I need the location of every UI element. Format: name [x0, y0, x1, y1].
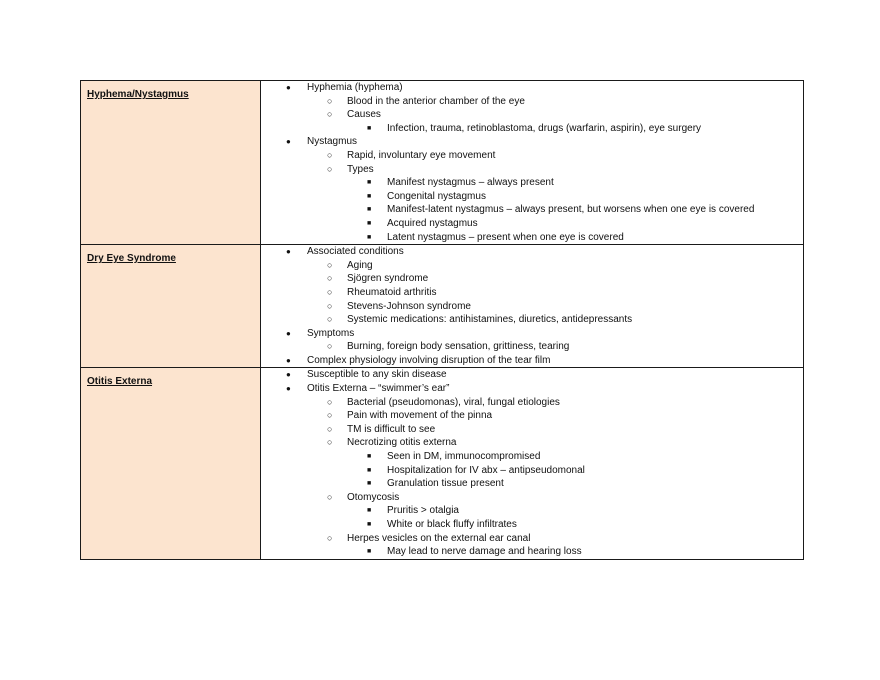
topic-cell	[81, 245, 261, 368]
list-item-text: White or black fluffy infiltrates	[387, 519, 517, 530]
list-item-text: Pain with movement of the pinna	[347, 410, 493, 422]
bullet-icon: ○	[327, 109, 333, 120]
bullet-icon: ○	[327, 259, 333, 270]
bullet-icon: ●	[286, 355, 291, 365]
list-item	[261, 163, 803, 177]
bullet-icon: ■	[367, 233, 372, 241]
list-item-text: Otitis Externa – “swimmer’s ear”	[307, 383, 450, 395]
list-item	[261, 135, 803, 149]
bullet-icon: ■	[367, 466, 372, 474]
bullet-icon: ●	[286, 328, 291, 338]
bullet-icon: ■	[367, 192, 372, 200]
bullet-icon: ■	[367, 548, 372, 556]
bullet-icon: ■	[367, 179, 372, 187]
list-item	[261, 176, 803, 190]
bullet-icon: ○	[327, 396, 333, 407]
list-item-text: Susceptible to any skin disease	[307, 369, 447, 381]
list-item	[261, 245, 803, 259]
list-item-text: Hyphemia (hyphema)	[307, 82, 403, 93]
topic-title: Dry Eye Syndrome	[87, 253, 176, 265]
notes-cell	[261, 368, 804, 559]
list-item	[261, 190, 803, 204]
list-item-text: Latent nystagmus – present when one eye is covered	[387, 231, 624, 243]
list-item-text: Nystagmus	[307, 136, 358, 148]
list-item-text: Burning, foreign body sensation, grittiness, tearing	[347, 341, 570, 353]
list-item	[261, 354, 803, 368]
bullet-icon: ●	[286, 137, 291, 147]
table-row	[81, 81, 804, 245]
topic-title: Otitis Externa	[87, 376, 153, 388]
list-item	[261, 423, 803, 437]
list-item-text: Manifest nystagmus – always present	[387, 177, 554, 189]
notes-table-body	[81, 81, 804, 560]
list-item-text: Manifest-latent nystagmus – always present, but worsens when one eye is covered	[387, 204, 755, 216]
list-item	[261, 272, 803, 286]
bullet-icon: ○	[327, 532, 333, 543]
list-item-text: Pruritis > otalgia	[387, 505, 459, 517]
notes-cell	[261, 245, 804, 368]
list-item	[261, 81, 803, 95]
list-item-text: Otomycosis	[347, 491, 400, 503]
bullet-icon: ■	[367, 453, 372, 461]
list-item-text: Seen in DM, immunocompromised	[387, 451, 541, 463]
list-item-text: Congenital nystagmus	[387, 190, 486, 202]
bullet-icon: ○	[327, 286, 333, 297]
bullet-icon: ○	[327, 491, 333, 502]
list-item-text: Rheumatoid arthritis	[347, 286, 437, 298]
list-item	[261, 259, 803, 273]
bullet-icon: ■	[367, 480, 372, 488]
list-item-text: TM is difficult to see	[347, 423, 436, 435]
list-item	[261, 450, 803, 464]
table-row	[81, 368, 804, 559]
bullet-icon: ■	[367, 521, 372, 528]
list-item-text: Systemic medications: antihistamines, diuretics, antidepressants	[347, 314, 633, 326]
list-item	[261, 409, 803, 423]
list-item-text: Necrotizing otitis externa	[347, 437, 457, 449]
list-item	[261, 368, 803, 382]
bullet-icon: ■	[367, 507, 372, 515]
bullet-icon: ○	[327, 149, 333, 160]
bullet-icon: ○	[327, 341, 333, 352]
list-item	[261, 491, 803, 505]
list-item	[261, 313, 803, 327]
list-item	[261, 327, 803, 341]
bullet-icon: ■	[367, 206, 372, 214]
list-item-text: Aging	[347, 259, 373, 271]
bullet-icon: ○	[327, 423, 333, 434]
list-item	[261, 436, 803, 450]
notes-cell	[261, 81, 804, 245]
list-item	[261, 122, 803, 136]
list-item-text: Granulation tissue present	[387, 478, 504, 490]
notes-table	[80, 80, 804, 560]
bullet-icon: ●	[286, 247, 291, 257]
list-item-text: May lead to nerve damage and hearing loss	[387, 546, 582, 558]
list-item-text: Complex physiology involving disruption of the tear film	[307, 354, 551, 366]
bullet-icon: ●	[286, 370, 291, 380]
list-item-text: Types	[347, 163, 374, 175]
list-item	[261, 300, 803, 314]
list-item-text: Hospitalization for IV abx – antipseudomonal	[387, 464, 585, 476]
list-item-text: Causes	[347, 109, 381, 121]
list-item	[261, 396, 803, 410]
list-item	[261, 532, 803, 546]
bullet-icon: ○	[327, 437, 333, 448]
list-item	[261, 149, 803, 163]
list-item	[261, 477, 803, 491]
bullet-icon: ■	[367, 219, 372, 227]
bullet-icon: ○	[327, 300, 333, 311]
bullet-icon: ○	[327, 163, 333, 174]
list-item-text: Herpes vesicles on the external ear canal	[347, 532, 531, 544]
list-item-text: Rapid, involuntary eye movement	[347, 149, 496, 161]
table-row	[81, 245, 804, 368]
bullet-icon: ○	[327, 95, 333, 106]
list-item	[261, 231, 803, 245]
bullet-icon: ●	[286, 83, 291, 92]
bullet-icon: ○	[327, 314, 333, 325]
bullet-icon: ○	[327, 410, 333, 421]
list-item	[261, 286, 803, 300]
list-item-text: Associated conditions	[307, 246, 404, 258]
list-item	[261, 545, 803, 559]
list-item-text: Stevens-Johnson syndrome	[347, 300, 471, 312]
topic-cell	[81, 81, 261, 245]
bullet-icon: ○	[327, 273, 333, 284]
list-item	[261, 95, 803, 109]
topic-title: Hyphema/Nystagmus	[87, 89, 189, 100]
bullet-icon: ●	[286, 384, 291, 394]
list-item	[261, 340, 803, 354]
list-item-text: Infection, trauma, retinoblastoma, drugs (warfarin, aspirin), eye surgery	[387, 122, 702, 134]
list-item-text: Blood in the anterior chamber of the eye	[347, 95, 525, 107]
topic-cell	[81, 368, 261, 559]
list-item-text: Acquired nystagmus	[387, 217, 478, 229]
list-item-text: Symptoms	[307, 327, 355, 339]
list-item	[261, 108, 803, 122]
list-item	[261, 464, 803, 478]
list-item	[261, 217, 803, 231]
list-item	[261, 518, 803, 532]
bullet-icon: ■	[367, 124, 372, 132]
list-item	[261, 504, 803, 518]
list-item-text: Bacterial (pseudomonas), viral, fungal etiologies	[347, 396, 560, 408]
list-item	[261, 203, 803, 217]
list-item-text: Sjögren syndrome	[347, 273, 429, 285]
list-item	[261, 382, 803, 396]
